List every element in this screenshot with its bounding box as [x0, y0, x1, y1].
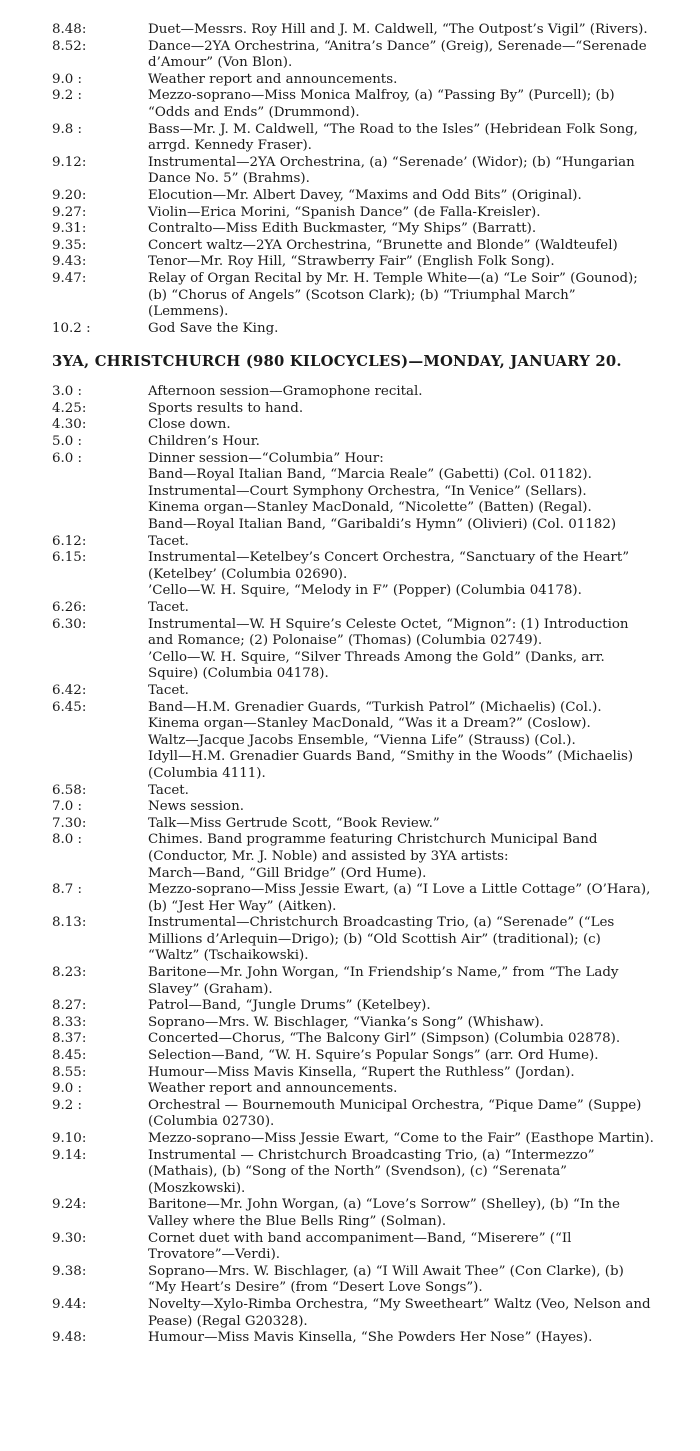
entry-description: Contralto—Miss Edith Buckmaster, “My Ships” (Barratt). [148, 221, 537, 237]
entry-time: 7.0 : [52, 799, 83, 815]
entry-sub-item: Waltz—Jacque Jacobs Ensemble, “Vienna Life” (Strauss) (Col.). [148, 732, 576, 748]
entry-time: 9.47: [52, 270, 87, 286]
entry-time: 9.27: [52, 204, 87, 220]
entry-sub-item: March—Band, “Gill Bridge” (Ord Hume). [148, 865, 427, 881]
programme-entry [52, 271, 654, 321]
entry-description: Concerted—Chorus, “The Balcony Girl” (Simpson) (Columbia 02878). [148, 1031, 621, 1047]
entry-sub-item: Instrumental—Court Symphony Orchestra, “In Venice” (Sellars). [148, 483, 587, 499]
programme-entry [52, 1015, 654, 1032]
entry-description: Weather report and announcements. [148, 1081, 398, 1097]
entry-description: Dinner session—“Columbia” Hour: [148, 450, 384, 466]
entry-time: 10.2 : [52, 320, 91, 336]
entry-time: 9.14: [52, 1147, 87, 1163]
entry-description: Band—H.M. Grenadier Guards, “Turkish Patrol” (Michaelis) (Col.). [148, 699, 602, 715]
entry-time: 9.2 : [52, 88, 83, 104]
entry-description: Tenor—Mr. Roy Hill, “Strawberry Fair” (English Folk Song). [148, 254, 555, 270]
programme-entry [52, 1081, 654, 1098]
programme-entry [52, 72, 654, 89]
programme-entry [52, 1065, 654, 1082]
programme-entry [52, 451, 654, 534]
entry-description: Chimes. Band programme featuring Christchurch Municipal Band (Conductor, Mr. J. Noble) and assisted by 3YA artists: [148, 832, 598, 864]
entry-time: 9.38: [52, 1263, 87, 1279]
entry-time: 6.58: [52, 782, 87, 798]
programme-entry [52, 783, 654, 800]
entry-description: Novelty—Xylo-Rimba Orchestra, “My Sweetheart” Waltz (Veo, Nelson and Pease) (Regal G20328). [148, 1296, 651, 1329]
entry-description: Tacet. [148, 600, 189, 615]
entry-description: Mezzo-soprano—Miss Jessie Ewart, “Come to the Fair” (Easthope Martin). [148, 1131, 654, 1146]
entry-description: Concert waltz—2YA Orchestrina, “Brunette and Blonde” (Waldteufel) [148, 237, 618, 253]
entry-sub-item: Band—Royal Italian Band, “Marcia Reale” (Gabetti) (Col. 01182). [148, 467, 592, 483]
programme-entry [52, 254, 654, 271]
entry-time: 9.0 : [52, 71, 83, 87]
programme-entry [52, 683, 654, 700]
entry-description: Cornet duet with band accompaniment—Band, “Miserere” (“Il Trovatore”—Verdi). [148, 1230, 572, 1263]
entry-description: Dance—2YA Orchestrina, “Anitra’s Dance” (Greig), Serenade—“Serenade d’Amour” (Von Blon). [148, 38, 647, 71]
entry-time: 9.20: [52, 187, 87, 203]
entry-time: 9.43: [52, 254, 87, 270]
programme-entry [52, 22, 654, 39]
entry-time: 8.55: [52, 1064, 87, 1080]
entry-description: Mezzo-soprano—Miss Monica Malfroy, (a) “Passing By” (Purcell); (b) “Odds and Ends” (Drummond). [148, 88, 615, 120]
entry-description: Afternoon session—Gramophone recital. [148, 384, 423, 400]
entry-description: Weather report and announcements. [148, 71, 398, 87]
entry-time: 9.44: [52, 1296, 87, 1312]
programme-entry [52, 550, 654, 600]
entry-time: 9.35: [52, 237, 87, 253]
entry-time: 6.12: [52, 533, 87, 549]
entry-time: 8.13: [52, 915, 87, 931]
entry-description: Soprano—Mrs. W. Bischlager, (a) “I Will Await Thee” (Con Clarke), (b) “My Heart’s Desire” (from “Desert Love Songs”). [148, 1263, 624, 1296]
programme-entry [52, 434, 654, 451]
programme-entry [52, 915, 654, 965]
entry-description: Close down. [148, 417, 231, 433]
programme-entry [52, 1264, 654, 1297]
entry-description: Elocution—Mr. Albert Davey, “Maxims and Odd Bits” (Original). [148, 187, 582, 203]
station-heading: 3YA, CHRISTCHURCH (980 KILOCYCLES)—MONDAY, JANUARY 20. [52, 353, 622, 371]
entry-time: 8.37: [52, 1031, 87, 1047]
programme-entry [52, 799, 654, 816]
programme-entry [52, 205, 654, 222]
entry-sub-item: Band—Royal Italian Band, “Garibaldi’s Hymn” (Olivieri) (Col. 01182) [148, 517, 617, 533]
programme-entry [52, 700, 654, 783]
programme-entry [52, 534, 654, 551]
entry-time: 6.42: [52, 682, 87, 698]
entry-description: Tacet. [148, 682, 189, 698]
entry-time: 6.45: [52, 699, 87, 715]
entry-time: 8.48: [52, 22, 87, 37]
entry-time: 8.52: [52, 38, 87, 54]
programme-entry [52, 88, 654, 121]
entry-description: Patrol—Band, “Jungle Drums” (Ketelbey). [148, 998, 431, 1014]
entry-time: 3.0 : [52, 384, 83, 400]
programme-entry [52, 1148, 654, 1198]
entry-time: 9.24: [52, 1197, 87, 1213]
programme-entry [52, 998, 654, 1015]
entry-time: 9.2 : [52, 1097, 83, 1113]
entry-time: 8.23: [52, 965, 87, 981]
entry-description: Orchestral — Bournemouth Municipal Orchestra, “Pique Dame” (Suppe) (Columbia 02730). [148, 1097, 642, 1130]
entry-description: Violin—Erica Morini, “Spanish Dance” (de Falla-Kreisler). [148, 204, 541, 220]
programme-entry [52, 1197, 654, 1230]
programme-entry [52, 600, 654, 617]
entry-description: Bass—Mr. J. M. Caldwell, “The Road to the Isles” (Hebridean Folk Song, arrgd. Kennedy Fraser). [148, 121, 638, 154]
programme-entry [52, 1098, 654, 1131]
entry-description: Soprano—Mrs. W. Bischlager, “Vianka’s Song” (Whishaw). [148, 1014, 544, 1030]
entry-description: Tacet. [148, 533, 189, 549]
entry-description: Selection—Band, “W. H. Squire’s Popular Songs” (arr. Ord Hume). [148, 1048, 599, 1064]
entry-description: Baritone—Mr. John Worgan, “In Friendship’s Name,” from “The Lady Slavey” (Graham). [148, 965, 619, 997]
entry-time: 9.31: [52, 221, 87, 237]
entry-description: Instrumental—Ketelbey’s Concert Orchestra, “Sanctuary of the Heart” (Ketelbey’ (Columbia 02690). [148, 550, 630, 582]
section-3ya-christchurch [0, 384, 700, 1346]
programme-entry [52, 321, 654, 338]
entry-time: 9.48: [52, 1330, 87, 1346]
programme-entry [52, 965, 654, 998]
entry-time: 7.30: [52, 815, 87, 831]
entry-time: 9.10: [52, 1131, 87, 1146]
entry-time: 6.30: [52, 616, 87, 632]
entry-description: Instrumental—Christchurch Broadcasting Trio, (a) “Serenade” (“Les Millions d’Arlequin—Drigo); (b) “Old Scottish Air” (traditional); (c) “Waltz” (Tschaikowski). [148, 915, 615, 964]
programme-entry [52, 1297, 654, 1330]
entry-time: 8.45: [52, 1048, 87, 1064]
entry-description: Baritone—Mr. John Worgan, (a) “Love’s Sorrow” (Shelley), (b) “In the Valley where the Blue Bells Ring” (Solman). [148, 1197, 620, 1229]
programme-entry [52, 882, 654, 915]
entry-description: Instrumental — Christchurch Broadcasting Trio, (a) “Intermezzo” (Mathais), (b) “Song of the North” (Svendson), (c) “Serenata” (Moszkowski). [148, 1147, 595, 1196]
entry-time: 9.8 : [52, 121, 83, 137]
entry-time: 6.0 : [52, 450, 83, 466]
entry-description: Relay of Organ Recital by Mr. H. Temple White—(a) “Le Soir” (Gounod); (b) “Chorus of Angels” (Scotson Clark); (b) “Triumphal March” (Lemmens). [148, 270, 638, 320]
entry-time: 6.15: [52, 550, 87, 566]
entry-description: Instrumental—W. H Squire’s Celeste Octet, “Mignon”: (1) Introduction and Romance; (2) Polonaise” (Thomas) (Columbia 02749). [148, 616, 629, 649]
programme-entry [52, 155, 654, 188]
programme-entry [52, 188, 654, 205]
entry-sub-item: Kinema organ—Stanley MacDonald, “Was it a Dream?” (Coslow). [148, 716, 591, 732]
entry-description: Sports results to hand. [148, 400, 304, 416]
entry-time: 8.0 : [52, 832, 83, 848]
entry-sub-item: Idyll—H.M. Grenadier Guards Band, “Smithy in the Woods” (Michaelis) (Columbia 4111). [148, 749, 634, 781]
entry-time: 8.7 : [52, 882, 83, 898]
entry-sub-item: Kinema organ—Stanley MacDonald, “Nicolette” (Batten) (Regal). [148, 500, 592, 516]
entry-description: Humour—Miss Mavis Kinsella, “Rupert the Ruthless” (Jordan). [148, 1064, 575, 1080]
entry-time: 4.30: [52, 417, 87, 433]
entry-time: 9.30: [52, 1230, 87, 1246]
programme-entry [52, 384, 654, 401]
entry-sub-item: ’Cello—W. H. Squire, “Melody in F” (Popper) (Columbia 04178). [148, 583, 582, 599]
programme-entry [52, 221, 654, 238]
programme-entry [52, 1031, 654, 1048]
entry-description: God Save the King. [148, 320, 279, 336]
programme-entry [52, 238, 654, 255]
entry-time: 9.0 : [52, 1081, 83, 1097]
entry-time: 8.33: [52, 1014, 87, 1030]
section-2ya-continued [0, 0, 700, 337]
programme-entry [52, 1231, 654, 1264]
entry-description: Talk—Miss Gertrude Scott, “Book Review.” [148, 815, 440, 831]
programme-entry [52, 122, 654, 155]
programme-entry [52, 1330, 654, 1347]
entry-description: Mezzo-soprano—Miss Jessie Ewart, (a) “I Love a Little Cottage” (O’Hara), (b) “Jest Her Way” (Aitken). [148, 882, 651, 914]
programme-entry [52, 617, 654, 683]
programme-entry [52, 1048, 654, 1065]
programme-entry [52, 816, 654, 833]
programme-entry [52, 401, 654, 418]
entry-description: Duet—Messrs. Roy Hill and J. M. Caldwell, “The Outpost’s Vigil” (Rivers). [148, 22, 648, 37]
programme-entry [52, 1131, 654, 1148]
programme-entry [52, 832, 654, 882]
entry-time: 4.25: [52, 400, 87, 416]
entry-description: Humour—Miss Mavis Kinsella, “She Powders Her Nose” (Hayes). [148, 1330, 593, 1346]
entry-description: Tacet. [148, 782, 189, 798]
entry-description: Children’s Hour. [148, 434, 260, 450]
entry-description: News session. [148, 799, 244, 815]
entry-time: 5.0 : [52, 434, 83, 450]
entry-time: 9.12: [52, 154, 87, 170]
entry-time: 8.27: [52, 998, 87, 1014]
programme-entry [52, 417, 654, 434]
entry-sub-item: ’Cello—W. H. Squire, “Silver Threads Among the Gold” (Danks, arr. Squire) (Columbia 04178). [148, 649, 605, 682]
entry-description: Instrumental—2YA Orchestrina, (a) “Serenade’ (Widor); (b) “Hungarian Dance No. 5” (Brahms). [148, 154, 635, 187]
programme-entry [52, 39, 654, 72]
entry-time: 6.26: [52, 600, 87, 615]
